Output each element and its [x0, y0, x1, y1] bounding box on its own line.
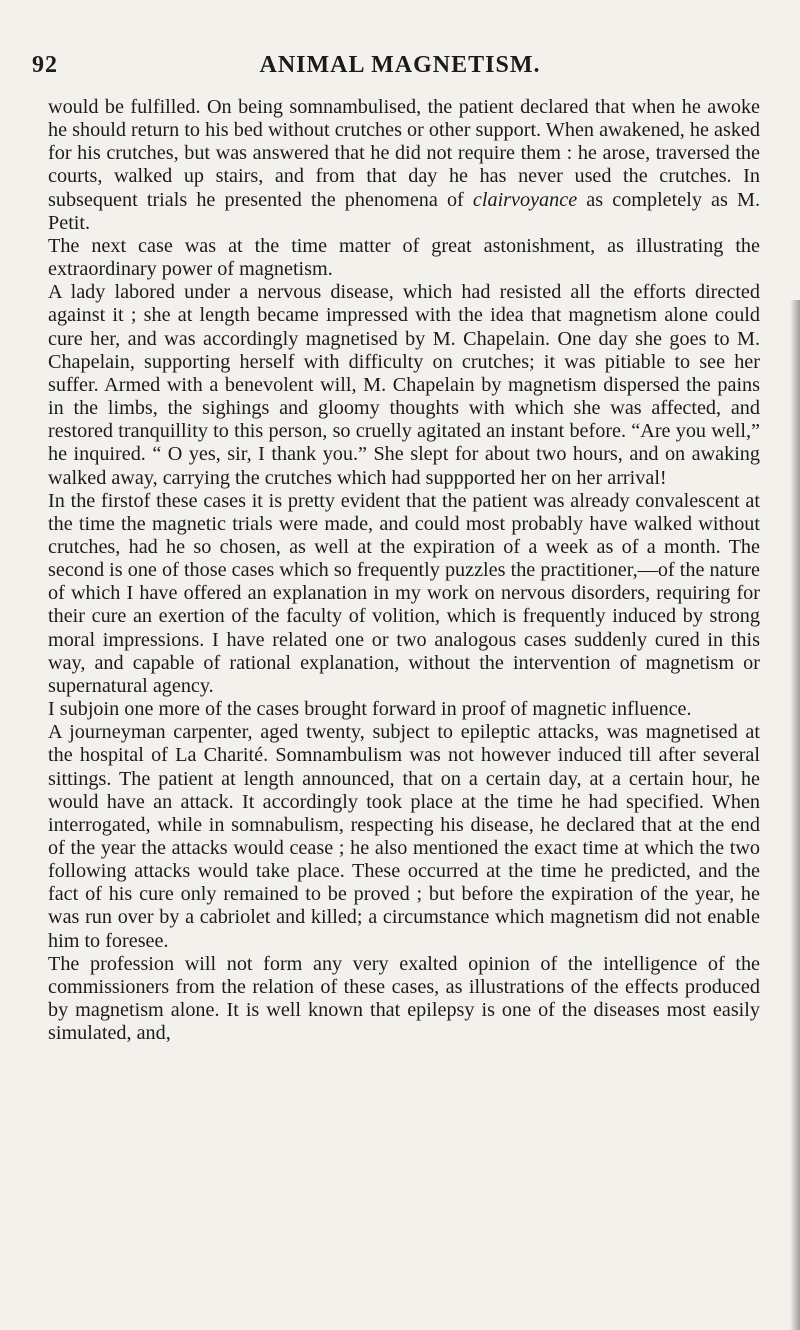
body-text	[48, 96, 760, 1045]
running-title: ANIMAL MAGNETISM.	[259, 52, 541, 78]
paragraph-4: In the firstof these cases it is pretty evident that the patient was already convalescent at the time the magnetic trials were made, and could most probably have walked without crutches, had he so chosen, as well at the expiration of a week as of a month. The second is one of those cases which so frequently puzzles the practitioner,—of the nature of which I have offered an explanation in my work on nervous disorders, requiring for their cure an exertion of the faculty of volition, which is frequently induced by strong moral impressions. I have related one or two analogous cases suddenly cured in this way, and capable of rational explanation, without the intervention of magnetism or supernatural agency.	[48, 489, 760, 697]
paragraph-1-text-b: as completely as M. Petit.	[48, 188, 760, 234]
paragraph-5: I subjoin one more of the cases brought forward in proof of magnetic influence.	[48, 698, 692, 721]
page-header	[30, 52, 770, 80]
clairvoyance-term: clairvoyance	[472, 188, 578, 211]
page-edge-shadow	[790, 300, 800, 1330]
paragraph-1-text-a: would be fulfilled. On being somnambulised, the patient declared that when he awoke he should return to his bed without crutches or other support. When awakened, he asked for his crutches, but was answered that he did not require them : he arose, traversed the courts, walked up stairs, and from that day he has never used the crutches. In subsequent trials he presented the phenomena of	[48, 96, 760, 211]
paragraph-2: The next case was at the time matter of great astonishment, as illustrating the extraordinary power of magnetism.	[48, 234, 760, 281]
paragraph-3: A lady labored under a nervous disease, which had resisted all the efforts directed against it ; she at length became impressed with the idea that magnetism alone could cure her, and was accordingly magnetised by M. Chapelain. One day she goes to M. Chapelain, supporting herself with difficulty on crutches; it was pitiable to see her suffer. Armed with a benevolent will, M. Chapelain by magnetism dispersed the pains in the limbs, the sighings and gloomy thoughts with which she was affected, and restored tranquillity to this person, so cruelly agitated an instant before. “Are you well,” he inquired. “ O yes, sir, I thank you.” She slept for about two hours, and on awaking walked away, carrying the crutches which had suppported her on her arrival!	[48, 281, 760, 489]
paragraph-7: The profession will not form any very exalted opinion of the intelligence of the commissioners from the relation of these cases, as illustrations of the effects produced by magnetism alone. It is well known that epilepsy is one of the diseases most easily simulated, and,	[48, 952, 760, 1045]
paragraph-1	[48, 96, 760, 235]
page-number: 92	[32, 52, 58, 78]
paragraph-6: A journeyman carpenter, aged twenty, subject to epileptic attacks, was magnetised at the hospital of La Charité. Somnambulism was not however induced till after several sittings. The patient at length announced, that on a certain day, at a certain hour, he would have an attack. It accordingly took place at the time he had specified. When interrogated, while in somnabulism, respecting his disease, he declared that at the end of the year the attacks would cease ; he also mentioned the exact time at which the two following attacks would take place. These occurred at the time he predicted, and the fact of his cure only remained to be proved ; but before the expiration of the year, he was run over by a cabriolet and killed; a circumstance which magnetism did not enable him to foresee.	[48, 721, 760, 952]
